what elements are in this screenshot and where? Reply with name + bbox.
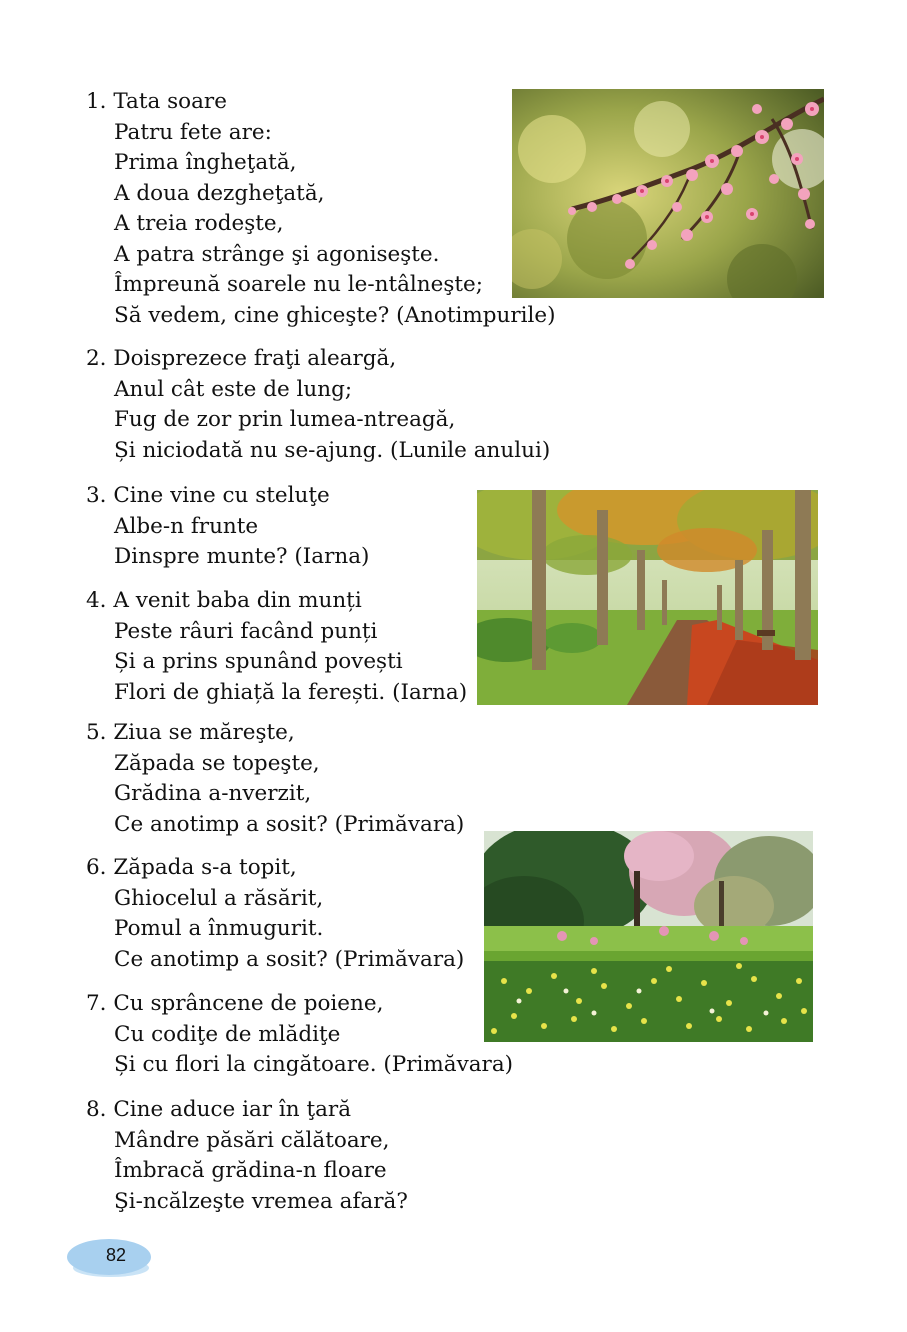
- riddle-line: Grădina a-nverzit,: [114, 781, 312, 806]
- riddle-line: 6. Zăpada s-a topit,: [86, 855, 297, 880]
- blossom-branch-photo: [512, 89, 824, 298]
- riddle-line: A doua dezgheţată,: [114, 180, 325, 206]
- page-number-badge: [66, 1236, 154, 1282]
- riddle-line: Ce anotimp a sosit? (Primăvara): [114, 811, 465, 837]
- riddle-line: Peste râuri facând punți: [114, 618, 378, 644]
- riddle-line: Anul cât este de lung;: [114, 376, 353, 402]
- riddle-line: A patra strânge şi agoniseşte.: [114, 241, 440, 267]
- riddle-line: Dinspre munte? (Iarna): [114, 544, 370, 569]
- riddle-8: [86, 1095, 408, 1217]
- riddle-3: [86, 481, 369, 573]
- riddle-line: Albe-n frunte: [114, 513, 259, 539]
- riddle-line: 5. Ziua se măreşte,: [86, 720, 295, 745]
- riddle-line: Flori de ghiață la ferești. (Iarna): [114, 679, 468, 705]
- riddle-2: [86, 344, 550, 466]
- riddle-6: [86, 853, 464, 975]
- riddle-line: Îmbracă grădina-n floare: [114, 1158, 387, 1183]
- riddle-line: 8. Cine aduce iar în ţară: [86, 1097, 352, 1122]
- riddle-line: Și a prins spunând povești: [114, 649, 403, 674]
- riddle-line: Ghiocelul a răsărit,: [114, 885, 324, 911]
- riddle-line: A treia rodeşte,: [114, 211, 284, 236]
- riddle-line: Prima îngheţată,: [114, 150, 297, 175]
- riddle-line: Patru fete are:: [114, 119, 272, 145]
- riddle-line: Și cu flori la cingătoare. (Primăvara): [114, 1052, 514, 1077]
- page-number: 82: [105, 1245, 127, 1265]
- riddle-line: 2. Doisprezece fraţi aleargă,: [86, 346, 397, 371]
- spring-park-photo: [484, 831, 813, 1042]
- riddle-line: Pomul a înmugurit.: [114, 916, 324, 941]
- riddle-line: Cu codiţe de mlădiţe: [114, 1021, 341, 1047]
- riddle-line: 3. Cine vine cu steluţe: [86, 483, 330, 508]
- riddle-line: Zăpada se topeşte,: [114, 750, 320, 776]
- riddle-line: Împreună soarele nu le-ntâlneşte;: [114, 272, 484, 297]
- riddle-line: Ce anotimp a sosit? (Primăvara): [114, 946, 465, 972]
- riddle-7: [86, 989, 513, 1081]
- riddle-1: [86, 87, 556, 331]
- riddle-line: Şi-ncălzeşte vremea afară?: [114, 1188, 408, 1214]
- riddle-line: Să vedem, cine ghiceşte? (Anotimpurile): [114, 302, 556, 328]
- riddle-line: 4. A venit baba din munți: [86, 588, 362, 613]
- riddle-5: [86, 718, 464, 840]
- riddle-line: Și niciodată nu se-ajung. (Lunile anului): [114, 437, 551, 463]
- autumn-alley-photo: [477, 490, 818, 705]
- riddle-line: 7. Cu sprâncene de poiene,: [86, 991, 384, 1016]
- riddle-line: Fug de zor prin lumea-ntreagă,: [114, 407, 456, 432]
- riddle-line: 1. Tata soare: [86, 89, 227, 114]
- riddle-line: Mândre păsări călătoare,: [114, 1127, 390, 1153]
- riddle-4: [86, 586, 467, 708]
